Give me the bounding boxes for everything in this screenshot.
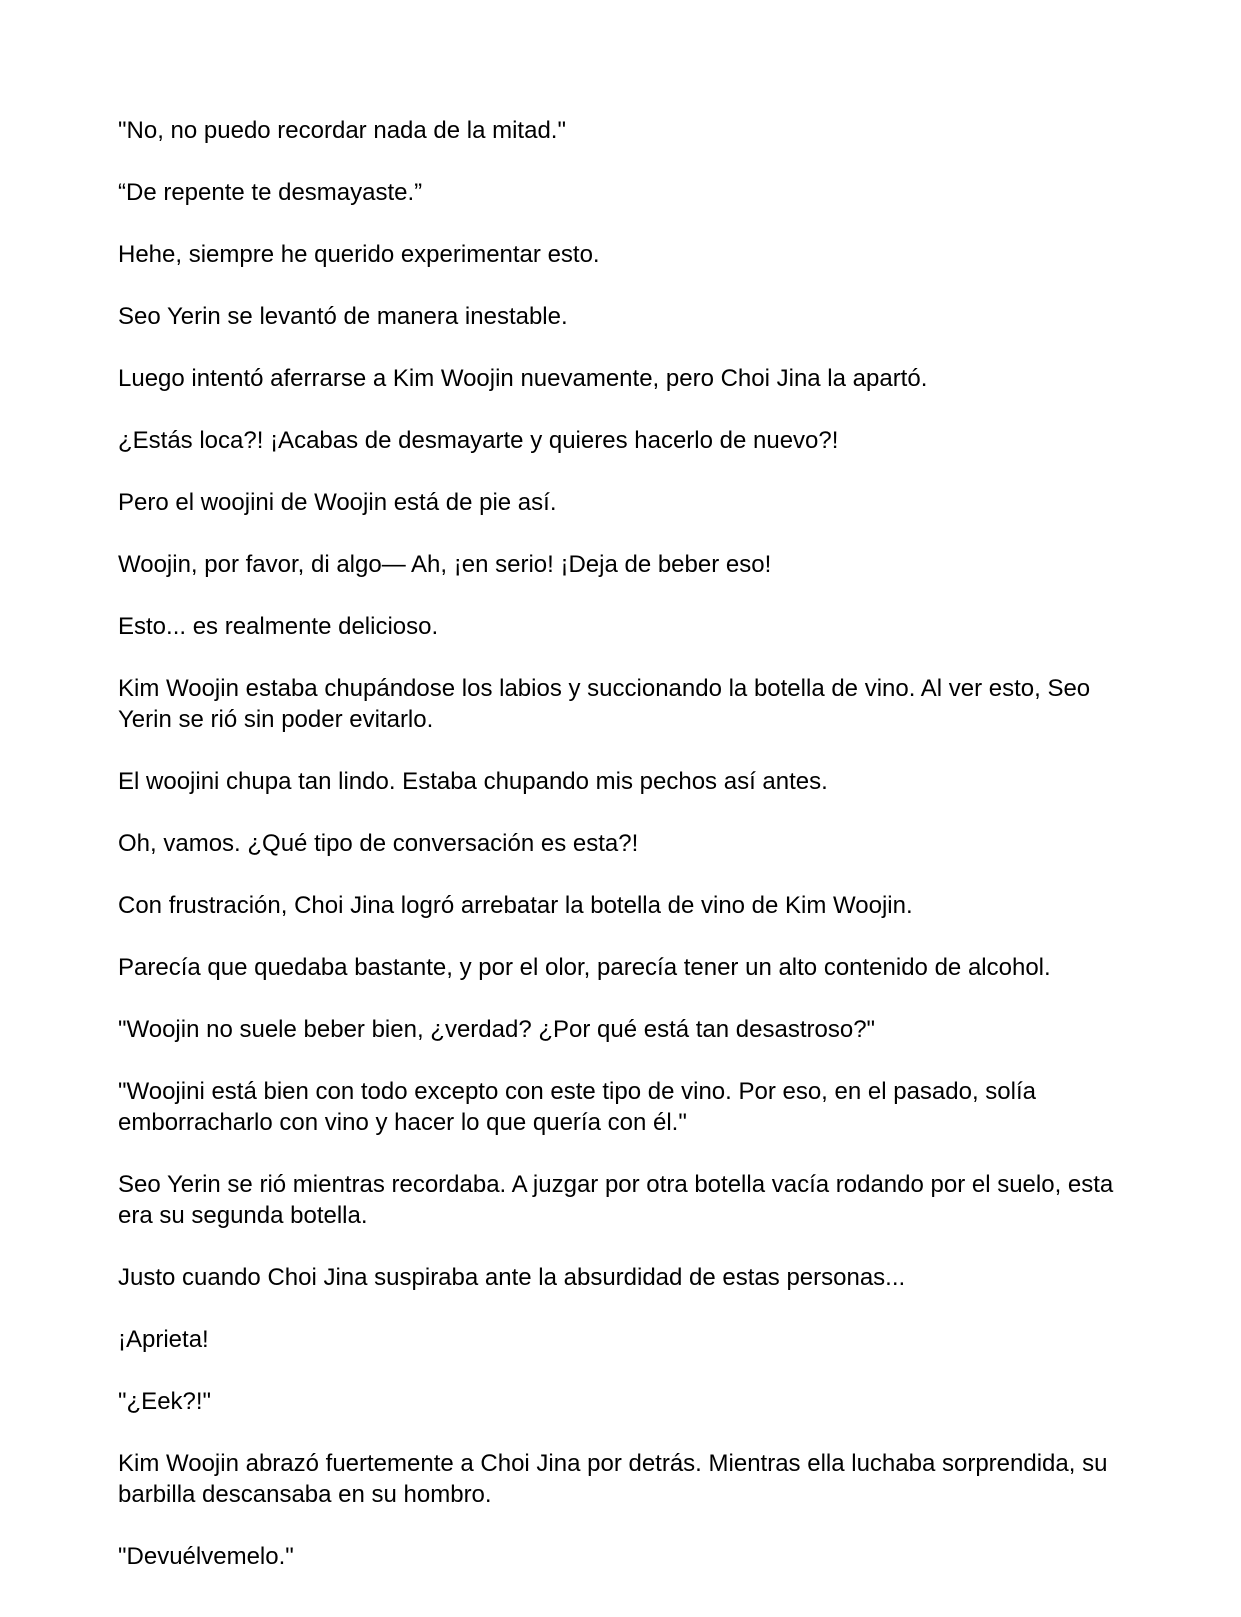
paragraph: ¿Estás loca?! ¡Acabas de desmayarte y quieres hacerlo de nuevo?! [118,427,839,454]
paragraph: "¿Eek?!" [118,1388,212,1415]
paragraph: Kim Woojin estaba chupándose los labios y succionando la botella de vino. Al ver esto, Seo Yerin se rió sin poder evitarlo. [118,675,1091,733]
paragraph: El woojini chupa tan lindo. Estaba chupando mis pechos así antes. [118,768,828,795]
paragraph: "Devuélvemelo." [118,1543,294,1570]
paragraph: Con frustración, Choi Jina logró arrebatar la botella de vino de Kim Woojin. [118,892,913,919]
paragraph: “De repente te desmayaste.” [118,179,423,206]
paragraph: Esto... es realmente delicioso. [118,613,439,640]
paragraph: "Woojin no suele beber bien, ¿verdad? ¿Por qué está tan desastroso?" [118,1016,876,1043]
paragraph: ¡Aprieta! [118,1326,209,1353]
paragraph: Woojin, por favor, di algo— Ah, ¡en serio! ¡Deja de beber eso! [118,551,772,578]
paragraph: Seo Yerin se levantó de manera inestable. [118,303,568,330]
paragraph: Justo cuando Choi Jina suspiraba ante la absurdidad de estas personas... [118,1264,906,1291]
paragraph: "Woojini está bien con todo excepto con este tipo de vino. Por eso, en el pasado, solía emborracharlo con vino y hacer lo que quería con él." [118,1078,1036,1136]
paragraph: Oh, vamos. ¿Qué tipo de conversación es esta?! [118,830,639,857]
paragraph: Seo Yerin se rió mientras recordaba. A juzgar por otra botella vacía rodando por el suelo, esta era su segunda botella. [118,1171,1114,1229]
document-body [118,115,1128,1603]
paragraph: Hehe, siempre he querido experimentar esto. [118,241,600,268]
paragraph: Kim Woojin abrazó fuertemente a Choi Jina por detrás. Mientras ella luchaba sorprendida, su barbilla descansaba en su hombro. [118,1450,1108,1508]
paragraph: "No, no puedo recordar nada de la mitad." [118,117,566,144]
paragraph: Pero el woojini de Woojin está de pie así. [118,489,557,516]
paragraph: Parecía que quedaba bastante, y por el olor, parecía tener un alto contenido de alcohol. [118,954,1051,981]
paragraph: Luego intentó aferrarse a Kim Woojin nuevamente, pero Choi Jina la apartó. [118,365,928,392]
